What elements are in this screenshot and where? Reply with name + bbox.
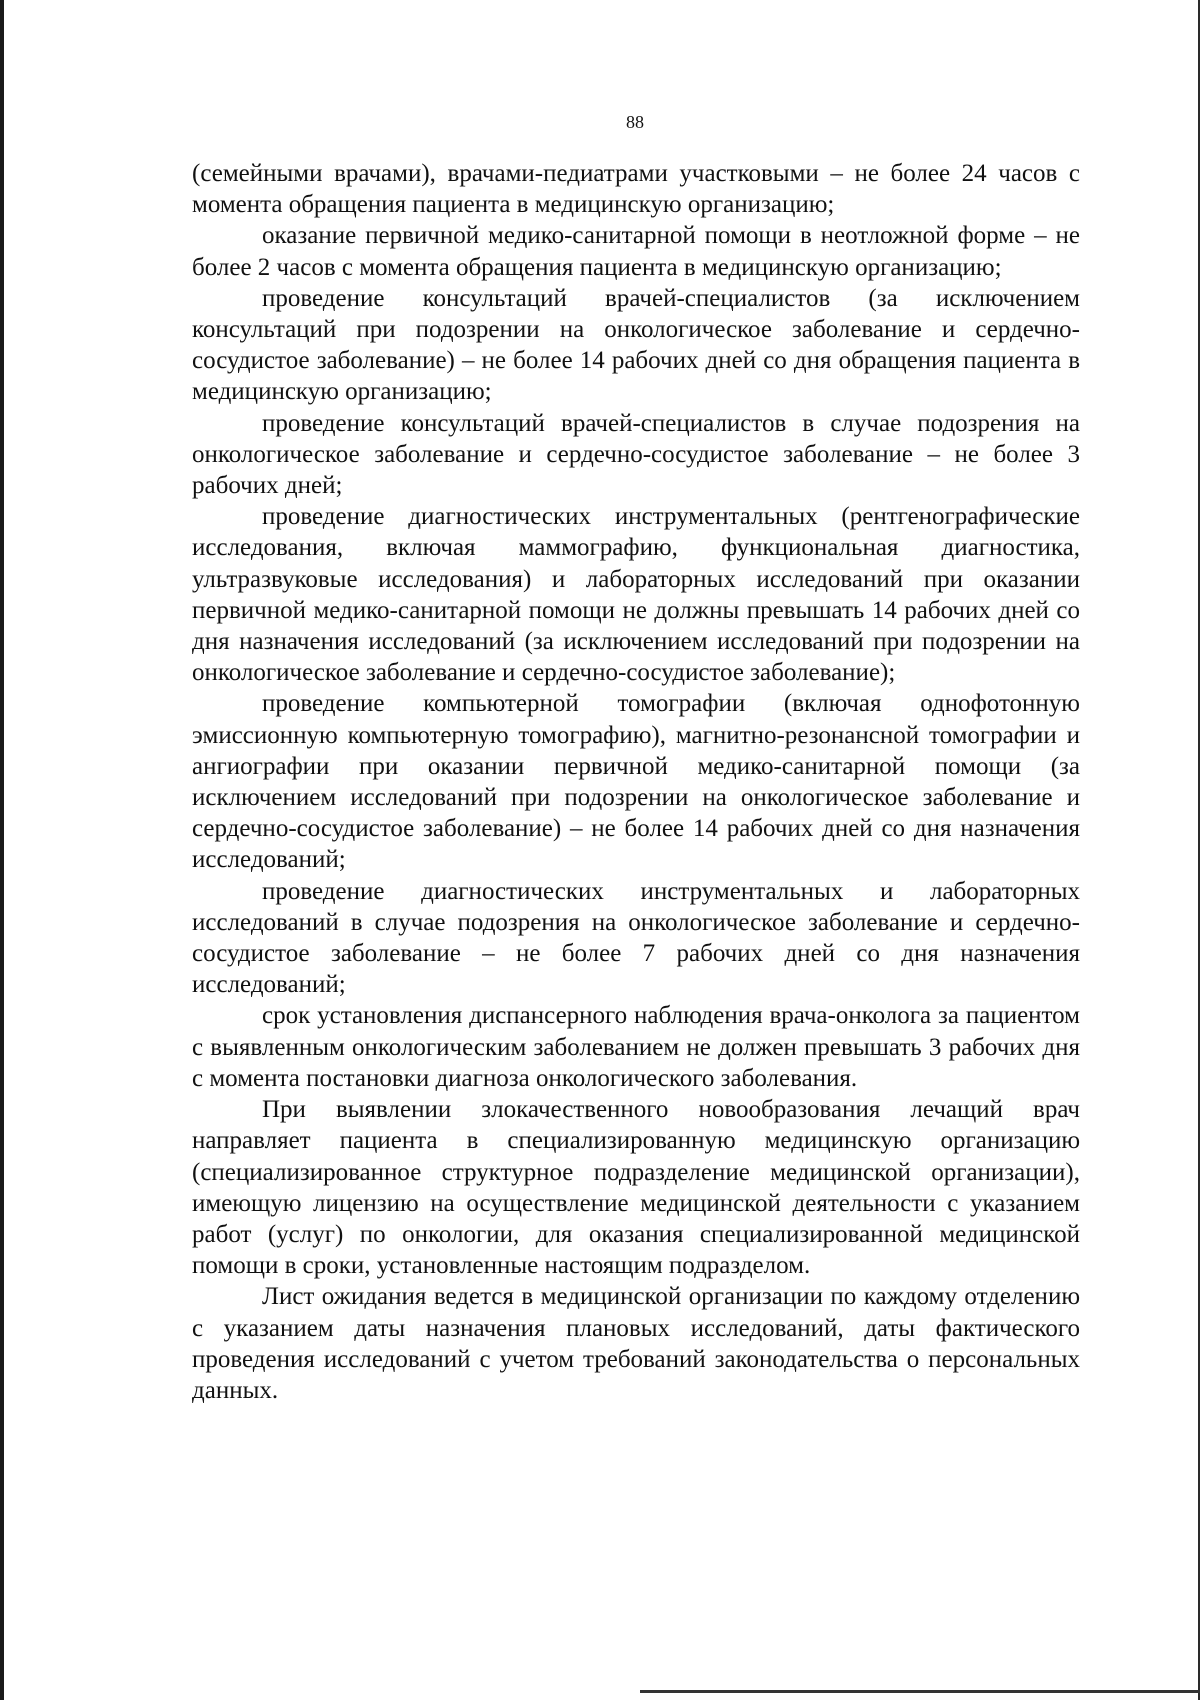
paragraph-specialist-consultations: проведение консультаций врачей-специалистов (за исключением консультаций при подозрении на онкологическое заболевание и сердечно-сосудистое заболевание) – не более 14 рабочих дней со дня обращения пациента в медицинскую организацию;	[192, 284, 1080, 406]
paragraph-oncology-diagnostics: проведение диагностических инструментальных и лабораторных исследований в случае подозрения на онкологическое заболевание и сердечно-сосудистое заболевание – не более 7 рабочих дней со дня назначения исследований;	[192, 877, 1080, 999]
document-body	[192, 158, 1080, 1406]
paragraph-malignancy-referral: При выявлении злокачественного новообразования лечащий врач направляет пациента в специализированную медицинскую организацию (специализированное структурное подразделение медицинской организации), имеющую лицензию на осуществление медицинской деятельности с указанием работ (услуг) по онкологии, для оказания специализированной медицинской помощи в сроки, установленные настоящим подразделом.	[192, 1096, 1080, 1280]
paragraph-waiting-list: Лист ожидания ведется в медицинской организации по каждому отделению с указанием даты назначения плановых исследований, даты фактического проведения исследований с учетом требований законодательства о персональных данных.	[192, 1283, 1080, 1404]
scan-edge-left	[0, 0, 4, 1700]
paragraph-urgent-care: оказание первичной медико-санитарной помощи в неотложной форме – не более 2 часов с момента обращения пациента в медицинскую организацию;	[192, 222, 1080, 281]
scan-edge-bottom	[640, 1690, 1200, 1693]
paragraph-ct-mri: проведение компьютерной томографии (включая однофотонную эмиссионную компьютерную томографию), магнитно-резонансной томографии и ангиографии при оказании первичной медико-санитарной помощи (за исключением исследований при подозрении на онкологическое заболевание и сердечно-сосудистое заболевание) – не более 14 рабочих дней со дня назначения исследований;	[192, 690, 1080, 874]
paragraph-diagnostic-studies: проведение диагностических инструментальных (рентгенографические исследования, включая маммографию, функциональная диагностика, ультразвуковые исследования) и лабораторных исследований при оказании первичной медико-санитарной помощи не должны превышать 14 рабочих дней со дня назначения исследований (за исключением исследований при подозрении на онкологическое заболевание и сердечно-сосудистое заболевание);	[192, 503, 1080, 687]
paragraph-continuation: (семейными врачами), врачами-педиатрами участковыми – не более 24 часов с момента обращения пациента в медицинскую организацию;	[192, 160, 1080, 219]
paragraph-oncology-consultations: проведение консультаций врачей-специалистов в случае подозрения на онкологическое заболевание и сердечно-сосудистое заболевание – не более 3 рабочих дней;	[192, 409, 1080, 500]
page-number: 88	[626, 112, 644, 132]
paragraph-dispensary-observation: срок установления диспансерного наблюдения врача-онколога за пациентом с выявленным онкологическим заболеванием не должен превышать 3 рабочих дня с момента постановки диагноза онкологического заболевания.	[192, 1002, 1080, 1092]
